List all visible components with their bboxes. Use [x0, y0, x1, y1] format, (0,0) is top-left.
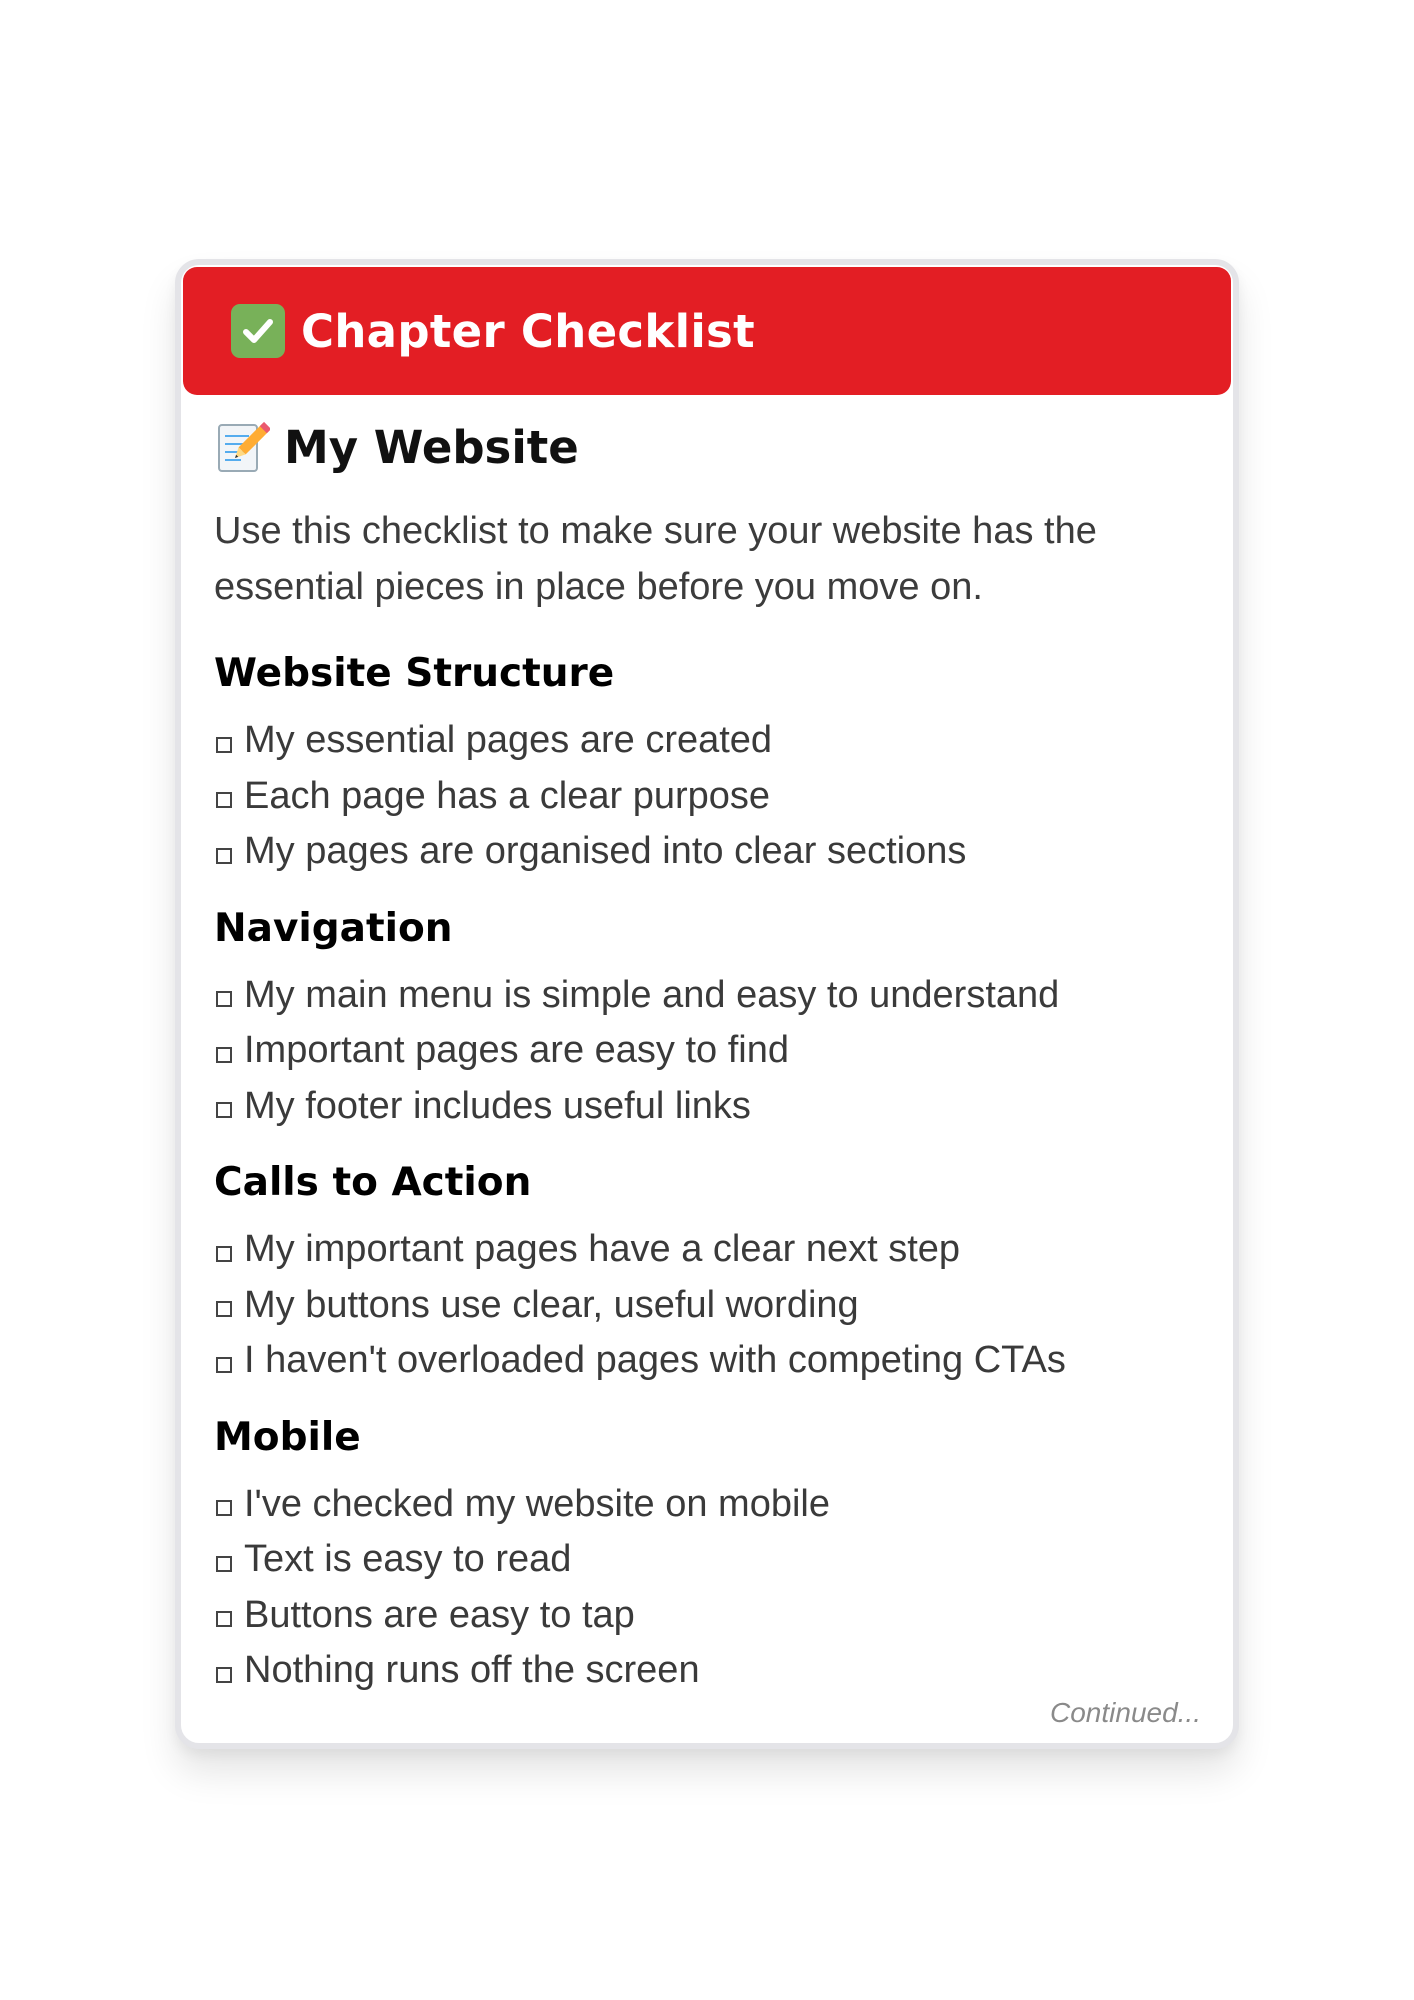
checklist-item-label: My buttons use clear, useful wording [244, 1283, 859, 1326]
checklist-item[interactable] [214, 1079, 1203, 1135]
checkbox-icon[interactable] [216, 991, 232, 1007]
checklist-item-label: My main menu is simple and easy to understand [244, 973, 1060, 1016]
checklist-item[interactable] [214, 1532, 1203, 1588]
memo-icon [214, 419, 270, 475]
checklist-item-label: Nothing runs off the screen [244, 1649, 700, 1692]
group-heading-mobile: Mobile [214, 1414, 361, 1460]
checkbox-icon[interactable] [216, 1500, 232, 1516]
checkbox-icon[interactable] [216, 1611, 232, 1627]
checkbox-icon[interactable] [216, 1301, 232, 1317]
checklist-item[interactable] [214, 713, 1203, 769]
checklist-item[interactable] [214, 1643, 1203, 1699]
section-title [214, 417, 1203, 477]
check-mark-button-icon [231, 304, 285, 358]
group-heading-website-structure: Website Structure [214, 651, 615, 696]
card-header [183, 267, 1231, 395]
checkbox-icon[interactable] [216, 1102, 232, 1118]
checklist-item[interactable] [214, 1023, 1203, 1079]
checkbox-icon[interactable] [216, 1667, 232, 1683]
checkbox-icon[interactable] [216, 1556, 232, 1572]
checklist-item-label: I've checked my website on mobile [244, 1482, 830, 1525]
checklist-item-label: My essential pages are created [244, 719, 773, 762]
checklist-item-label: Important pages are easy to find [244, 1029, 789, 1072]
checklist-item-label: My pages are organised into clear sections [244, 830, 967, 873]
group-heading-navigation: Navigation [214, 905, 453, 951]
checklist-item[interactable] [214, 1588, 1203, 1644]
continued-label: Continued... [1050, 1697, 1201, 1728]
checkbox-icon[interactable] [216, 737, 232, 753]
checklist-item-label: My footer includes useful links [244, 1084, 751, 1127]
section-title-text: My Website [284, 420, 579, 474]
checklist-item[interactable] [214, 1333, 1203, 1389]
checklist-item-label: Buttons are easy to tap [244, 1593, 635, 1636]
checklist-card [175, 259, 1239, 1749]
checkbox-icon[interactable] [216, 1047, 232, 1063]
card-content [214, 417, 1203, 1699]
checklist-item[interactable] [214, 824, 1203, 880]
checklist-item[interactable] [214, 1477, 1203, 1533]
checklist-item[interactable] [214, 1222, 1203, 1278]
checklist-item[interactable] [214, 769, 1203, 825]
checkbox-icon[interactable] [216, 1357, 232, 1373]
checkbox-icon[interactable] [216, 1246, 232, 1262]
checklist-item-label: My important pages have a clear next step [244, 1228, 961, 1271]
intro-text: Use this checklist to make sure your website has the essential pieces in place before you move on. [214, 510, 1097, 608]
checkbox-icon[interactable] [216, 792, 232, 808]
checkbox-icon[interactable] [216, 848, 232, 864]
header-title: Chapter Checklist [301, 304, 755, 358]
checklist-item[interactable] [214, 1278, 1203, 1334]
group-heading-calls-to-action: Calls to Action [214, 1160, 532, 1205]
checklist-item[interactable] [214, 968, 1203, 1024]
checklist-item-label: I haven't overloaded pages with competing CTAs [244, 1339, 1066, 1382]
checklist-item-label: Text is easy to read [244, 1538, 572, 1581]
checklist-item-label: Each page has a clear purpose [244, 774, 771, 817]
